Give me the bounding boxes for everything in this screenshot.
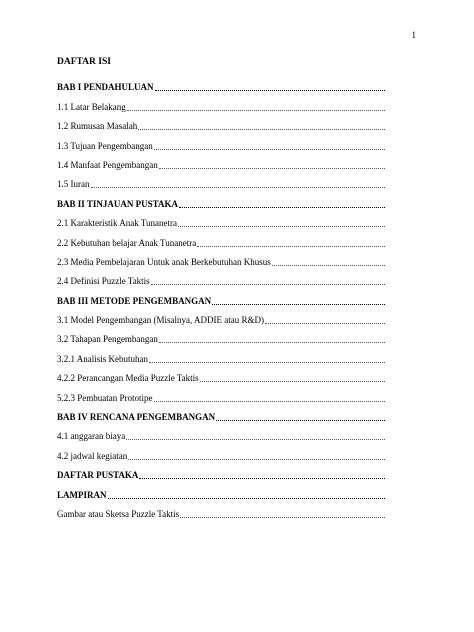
toc-dot-leader bbox=[128, 458, 385, 460]
toc-section-entry[interactable] bbox=[57, 442, 385, 461]
toc-dot-leader bbox=[149, 361, 385, 363]
table-of-contents bbox=[57, 74, 385, 520]
page-number: 1 bbox=[411, 30, 416, 40]
toc-chapter-entry[interactable] bbox=[57, 404, 385, 423]
toc-section-entry[interactable] bbox=[57, 326, 385, 345]
toc-entry-label: 4.1 anggaran biaya bbox=[57, 431, 126, 442]
toc-entry-label: DAFTAR PUSTAKA bbox=[57, 470, 139, 481]
toc-dot-leader bbox=[197, 245, 385, 247]
toc-section-entry[interactable] bbox=[57, 501, 385, 520]
toc-section-entry[interactable] bbox=[57, 229, 385, 248]
toc-chapter-entry[interactable] bbox=[57, 481, 385, 500]
toc-entry-label: Gambar atau Sketsa Puzzle Taktis bbox=[57, 508, 180, 519]
toc-dot-leader bbox=[138, 128, 385, 130]
toc-section-entry[interactable] bbox=[57, 384, 385, 403]
toc-section-entry[interactable] bbox=[57, 210, 385, 229]
toc-dot-leader bbox=[212, 303, 385, 305]
toc-entry-label: BAB II TINJAUAN PUSTAKA bbox=[57, 198, 178, 209]
toc-dot-leader bbox=[151, 283, 385, 285]
toc-dot-leader bbox=[91, 186, 386, 188]
toc-chapter-entry[interactable] bbox=[57, 74, 385, 93]
toc-entry-label: 2.2 Kebutuhan belajar Anak Tunanetra bbox=[57, 237, 197, 248]
toc-dot-leader bbox=[139, 477, 385, 479]
toc-section-entry[interactable] bbox=[57, 93, 385, 112]
toc-dot-leader bbox=[265, 322, 385, 324]
toc-chapter-entry[interactable] bbox=[57, 287, 385, 306]
toc-entry-label: LAMPIRAN bbox=[57, 489, 107, 500]
toc-section-entry[interactable] bbox=[57, 113, 385, 132]
toc-dot-leader bbox=[178, 225, 385, 227]
toc-chapter-entry[interactable] bbox=[57, 462, 385, 481]
toc-section-entry[interactable] bbox=[57, 345, 385, 364]
toc-entry-label: 5.2.3 Pembuatan Prototipe bbox=[57, 392, 153, 403]
toc-entry-label: 4.2.2 Perancangan Media Puzzle Taktis bbox=[57, 373, 199, 384]
toc-section-entry[interactable] bbox=[57, 152, 385, 171]
toc-entry-label: 2.1 Karakteristik Anak Tunanetra bbox=[57, 218, 177, 229]
toc-dot-leader bbox=[159, 167, 385, 169]
toc-dot-leader bbox=[159, 341, 385, 343]
toc-dot-leader bbox=[154, 148, 385, 150]
toc-entry-label: 2.3 Media Pembelajaran Untuk anak Berkebutuhan Khusus bbox=[57, 256, 271, 267]
toc-entry-label: 1.4 Manfaat Pengembangan bbox=[57, 159, 158, 170]
toc-entry-label: BAB IV RENCANA PENGEMBANGAN bbox=[57, 412, 216, 423]
toc-dot-leader bbox=[216, 419, 385, 421]
toc-dot-leader bbox=[126, 438, 385, 440]
toc-section-entry[interactable] bbox=[57, 365, 385, 384]
toc-entry-label: 1.1 Latar Belakang bbox=[57, 101, 126, 112]
toc-dot-leader bbox=[154, 400, 386, 402]
toc-entry-label: 2.4 Definisi Puzzle Taktis bbox=[57, 276, 150, 287]
toc-entry-label: 1.2 Rumusan Masalah bbox=[57, 121, 138, 132]
toc-section-entry[interactable] bbox=[57, 268, 385, 287]
toc-entry-label: 1.3 Tujuan Pengembangan bbox=[57, 140, 153, 151]
toc-entry-label: 4.2 jadwal kegiatan bbox=[57, 450, 128, 461]
toc-dot-leader bbox=[127, 109, 385, 111]
toc-entry-label: 3.2 Tahapan Pengembangan bbox=[57, 334, 158, 345]
toc-dot-leader bbox=[179, 206, 385, 208]
toc-section-entry[interactable] bbox=[57, 423, 385, 442]
toc-entry-label: 3.2.1 Analisis Kebutuhan bbox=[57, 353, 148, 364]
toc-entry-label: 1.5 Iuran bbox=[57, 179, 90, 190]
toc-section-entry[interactable] bbox=[57, 307, 385, 326]
toc-dot-leader bbox=[180, 516, 385, 518]
toc-section-entry[interactable] bbox=[57, 249, 385, 268]
toc-entry-label: BAB III METODE PENGEMBANGAN bbox=[57, 295, 212, 306]
toc-entry-label: 3.1 Model Pengembangan (Misalnya, ADDIE atau R&D) bbox=[57, 315, 264, 326]
toc-dot-leader bbox=[200, 380, 385, 382]
toc-section-entry[interactable] bbox=[57, 171, 385, 190]
toc-chapter-entry[interactable] bbox=[57, 190, 385, 209]
toc-entry-label: BAB I PENDAHULUAN bbox=[57, 82, 154, 93]
toc-dot-leader bbox=[155, 89, 385, 91]
toc-dot-leader bbox=[108, 497, 386, 499]
toc-section-entry[interactable] bbox=[57, 132, 385, 151]
toc-dot-leader bbox=[272, 264, 385, 266]
toc-title: DAFTAR ISI bbox=[57, 57, 111, 67]
